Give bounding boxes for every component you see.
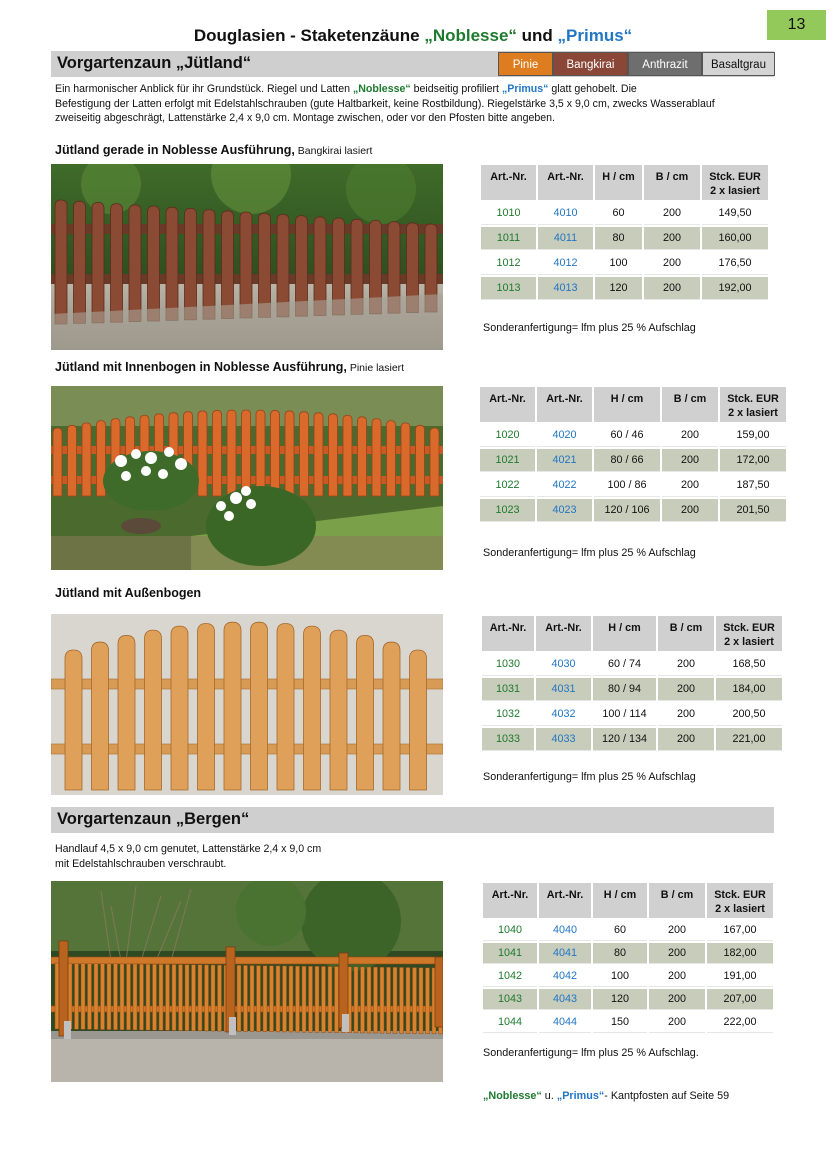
fence-picket xyxy=(205,965,209,1031)
cell-height: 120 xyxy=(593,989,647,1010)
fence-picket xyxy=(328,967,332,1033)
fence-picket xyxy=(251,622,268,790)
cell-art-nr-noblesse: 1033 xyxy=(482,728,534,751)
color-tab-basaltgrau: Basaltgrau xyxy=(702,52,775,76)
fence-picket xyxy=(218,965,222,1031)
cell-art-nr-primus: 4030 xyxy=(536,653,591,676)
fence-picket xyxy=(410,650,427,790)
table-row xyxy=(483,1012,773,1033)
cell-art-nr-primus: 4011 xyxy=(538,227,593,250)
product1-heading xyxy=(55,143,372,157)
table-row xyxy=(481,277,768,300)
price-table-2 xyxy=(478,385,788,524)
cell-art-nr-primus: 4010 xyxy=(538,202,593,225)
product2-note: Sonderanfertigung= lfm plus 25 % Aufschlag xyxy=(483,547,696,559)
fence-picket xyxy=(55,963,59,1029)
cell-height: 80 / 66 xyxy=(594,449,660,472)
fence-picket xyxy=(127,964,131,1030)
cell-width: 200 xyxy=(649,989,705,1010)
intro-part2: beidseitig profiliert xyxy=(410,83,502,95)
fence-picket xyxy=(192,965,196,1031)
intro-text xyxy=(55,82,775,126)
fence-picket xyxy=(172,965,176,1031)
cell-art-nr-primus: 4020 xyxy=(537,424,592,447)
fence-picket xyxy=(270,966,274,1032)
product3-note: Sonderanfertigung= lfm plus 25 % Aufschlag xyxy=(483,771,696,783)
fence-picket xyxy=(277,214,289,316)
fence-picket xyxy=(393,967,397,1033)
col-art-nr-primus: Art.-Nr. xyxy=(537,387,592,422)
title-middle: und xyxy=(516,26,558,45)
fence-picket xyxy=(153,964,157,1030)
col-width: B / cm xyxy=(662,387,718,422)
cell-art-nr-noblesse: 1031 xyxy=(482,678,534,701)
table-row xyxy=(480,499,786,522)
section-bar-bergen xyxy=(51,807,774,833)
fence-picket xyxy=(383,642,400,790)
fence-picket xyxy=(145,630,162,790)
product1-note: Sonderanfertigung= lfm plus 25 % Aufschlag xyxy=(483,322,696,334)
fence-picket xyxy=(419,968,423,1034)
cell-art-nr-noblesse: 1040 xyxy=(483,920,537,941)
fence-picket xyxy=(133,964,137,1030)
col-price: Stck. EUR 2 x lasiert xyxy=(720,387,786,422)
fence-picket xyxy=(416,425,425,496)
fence-picket xyxy=(277,623,294,790)
fence-picket xyxy=(92,642,109,790)
photo-juetland-gerade xyxy=(51,164,443,350)
fence-picket xyxy=(335,967,339,1033)
cell-art-nr-noblesse: 1012 xyxy=(481,252,536,275)
cell-width: 200 xyxy=(644,227,700,250)
fence-picket xyxy=(242,410,251,496)
fence-picket xyxy=(65,650,82,790)
table-header-row xyxy=(481,165,768,200)
cell-width: 200 xyxy=(662,474,718,497)
col-price: Stck. EUR 2 x lasiert xyxy=(716,616,782,651)
price-table-1 xyxy=(479,163,770,302)
fence-picket xyxy=(413,968,417,1034)
section-title: Vorgartenzaun „Jütland“ xyxy=(57,54,252,72)
table-row xyxy=(483,943,773,964)
cell-art-nr-primus: 4041 xyxy=(539,943,591,964)
fence-picket xyxy=(68,425,77,496)
cell-height: 80 / 94 xyxy=(593,678,656,701)
bergen-intro-line2: mit Edelstahlschrauben verschraubt. xyxy=(55,857,227,870)
fence-picket xyxy=(148,206,160,321)
footer-middle: u. xyxy=(541,1090,557,1102)
fence-picket xyxy=(107,964,111,1030)
fence-picket xyxy=(300,412,309,496)
col-height: H / cm xyxy=(593,883,647,918)
cell-height: 100 xyxy=(595,252,642,275)
fence-picket xyxy=(256,410,265,496)
fence-picket xyxy=(296,966,300,1032)
cell-art-nr-noblesse: 1022 xyxy=(480,474,535,497)
table-header-row xyxy=(482,616,782,651)
cell-height: 100 / 114 xyxy=(593,703,656,726)
fence-picket xyxy=(315,966,319,1032)
cell-price: 184,00 xyxy=(716,678,782,701)
fence-picket xyxy=(203,210,215,320)
fence-picket xyxy=(224,622,241,790)
fence-picket xyxy=(330,630,347,790)
cell-height: 60 / 46 xyxy=(594,424,660,447)
intro-primus: „Primus“ xyxy=(501,83,549,95)
cell-art-nr-noblesse: 1032 xyxy=(482,703,534,726)
col-height: H / cm xyxy=(594,387,660,422)
cell-art-nr-primus: 4033 xyxy=(536,728,591,751)
fence-picket xyxy=(159,964,163,1030)
fence-picket xyxy=(401,423,410,496)
cell-height: 150 xyxy=(593,1012,647,1033)
fence-picket xyxy=(354,967,358,1033)
cell-height: 120 xyxy=(595,277,642,300)
cell-height: 60 xyxy=(595,202,642,225)
cell-width: 200 xyxy=(658,678,714,701)
cell-art-nr-primus: 4042 xyxy=(539,966,591,987)
cell-width: 200 xyxy=(658,653,714,676)
fence-picket xyxy=(114,964,118,1030)
cell-art-nr-primus: 4031 xyxy=(536,678,591,701)
table-row xyxy=(480,474,786,497)
intro-part1: Ein harmonischer Anblick für ihr Grundstück. Riegel und Latten xyxy=(55,83,353,95)
col-art-nr-primus: Art.-Nr. xyxy=(538,165,593,200)
fence-picket xyxy=(343,415,352,496)
section-bar-juetland xyxy=(51,51,774,77)
cell-art-nr-primus: 4022 xyxy=(537,474,592,497)
photo-juetland-aussenbogen xyxy=(51,614,443,795)
col-width: B / cm xyxy=(649,883,705,918)
fence-picket xyxy=(55,200,67,324)
fence-picket xyxy=(240,212,252,318)
col-price: Stck. EUR 2 x lasiert xyxy=(707,883,773,918)
cell-art-nr-primus: 4012 xyxy=(538,252,593,275)
fence-picket xyxy=(185,208,197,319)
product2-heading-text: Jütland mit Innenbogen in Noblesse Ausführung, xyxy=(55,360,347,374)
intro-noblesse: „Noblesse“ xyxy=(352,83,411,95)
fence-picket xyxy=(406,968,410,1034)
fence-picket xyxy=(430,428,439,496)
cell-art-nr-noblesse: 1013 xyxy=(481,277,536,300)
cell-price: 222,00 xyxy=(707,1012,773,1033)
cell-height: 120 / 134 xyxy=(593,728,656,751)
bergen-intro-line1: Handlauf 4,5 x 9,0 cm genutet, Lattenstärke 2,4 x 9,0 cm xyxy=(55,843,322,855)
fence-picket xyxy=(271,410,280,496)
cell-price: 191,00 xyxy=(707,966,773,987)
fence-picket xyxy=(198,965,202,1031)
fence-picket xyxy=(329,414,338,496)
cell-width: 200 xyxy=(644,252,700,275)
table-row xyxy=(482,678,782,701)
fence-picket xyxy=(387,421,396,496)
cell-art-nr-noblesse: 1044 xyxy=(483,1012,537,1033)
table-row xyxy=(480,449,786,472)
cell-height: 60 / 74 xyxy=(593,653,656,676)
cell-art-nr-primus: 4040 xyxy=(539,920,591,941)
fence-picket xyxy=(244,965,248,1031)
fence-picket xyxy=(259,213,271,317)
cell-width: 200 xyxy=(658,728,714,751)
fence-picket xyxy=(263,966,267,1032)
product2-heading-small: Pinie lasiert xyxy=(346,362,405,374)
title-noblesse: „Noblesse“ xyxy=(424,26,517,45)
fence-picket xyxy=(166,964,170,1030)
fence-picket xyxy=(426,968,430,1034)
cell-price: 172,00 xyxy=(720,449,786,472)
cell-price: 168,50 xyxy=(716,653,782,676)
section-title: Vorgartenzaun „Bergen“ xyxy=(57,810,250,828)
fence-picket xyxy=(250,966,254,1032)
price-table-4 xyxy=(481,881,775,1035)
col-art-nr-primus: Art.-Nr. xyxy=(536,616,591,651)
cell-price: 160,00 xyxy=(702,227,768,250)
cell-height: 120 / 106 xyxy=(594,499,660,522)
table-header-row xyxy=(483,883,773,918)
fence-picket xyxy=(283,966,287,1032)
cell-art-nr-primus: 4032 xyxy=(536,703,591,726)
fence-picket xyxy=(68,963,72,1029)
table-row xyxy=(483,966,773,987)
title-primus: „Primus“ xyxy=(557,26,633,45)
col-art-nr-noblesse: Art.-Nr. xyxy=(483,883,537,918)
fence-picket xyxy=(198,411,207,496)
table-row xyxy=(481,252,768,275)
cell-height: 100 xyxy=(593,966,647,987)
cell-art-nr-noblesse: 1010 xyxy=(481,202,536,225)
fence-picket xyxy=(118,635,135,790)
col-art-nr-noblesse: Art.-Nr. xyxy=(482,616,534,651)
fence-picket xyxy=(361,967,365,1033)
intro-part3: glatt gehobelt. Die xyxy=(548,83,637,95)
fence-picket xyxy=(166,207,178,320)
table-row xyxy=(480,424,786,447)
cell-art-nr-primus: 4043 xyxy=(539,989,591,1010)
fence-picket xyxy=(314,413,323,496)
fence-picket xyxy=(211,965,215,1031)
fence-picket xyxy=(322,966,326,1032)
bergen-intro xyxy=(55,842,321,871)
cell-art-nr-noblesse: 1020 xyxy=(480,424,535,447)
fence-picket xyxy=(302,966,306,1032)
fence-picket xyxy=(101,964,105,1030)
cell-width: 200 xyxy=(649,920,705,941)
fence-picket xyxy=(171,626,188,790)
fence-picket xyxy=(94,964,98,1030)
footer-noblesse: „Noblesse“ xyxy=(483,1090,542,1102)
cell-art-nr-primus: 4021 xyxy=(537,449,592,472)
cell-art-nr-noblesse: 1023 xyxy=(480,499,535,522)
fence-picket xyxy=(285,411,294,496)
cell-art-nr-primus: 4044 xyxy=(539,1012,591,1033)
cell-height: 60 xyxy=(593,920,647,941)
fence-picket xyxy=(276,966,280,1032)
fence-picket xyxy=(400,967,404,1033)
cell-art-nr-primus: 4023 xyxy=(537,499,592,522)
table-row xyxy=(481,227,768,250)
cell-price: 187,50 xyxy=(720,474,786,497)
photo-juetland-innenbogen xyxy=(51,386,443,570)
page-number: 13 xyxy=(767,10,826,40)
cell-width: 200 xyxy=(662,424,718,447)
cell-price: 167,00 xyxy=(707,920,773,941)
color-tab-bangkirai: Bangkirai xyxy=(553,52,628,76)
fence-picket xyxy=(75,963,79,1029)
color-tab-pinie: Pinie xyxy=(498,52,553,76)
table-row xyxy=(482,728,782,751)
table-row xyxy=(482,703,782,726)
cell-width: 200 xyxy=(644,202,700,225)
fence-picket xyxy=(88,963,92,1029)
cell-price: 149,50 xyxy=(702,202,768,225)
price-table-3 xyxy=(480,614,784,753)
col-height: H / cm xyxy=(595,165,642,200)
cell-price: 200,50 xyxy=(716,703,782,726)
cell-price: 159,00 xyxy=(720,424,786,447)
table-header-row xyxy=(480,387,786,422)
cell-price: 201,50 xyxy=(720,499,786,522)
title-prefix: Douglasien - Staketenzäune xyxy=(193,26,425,45)
fence-picket xyxy=(372,419,381,496)
fence-picket xyxy=(309,966,313,1032)
fence-picket xyxy=(53,428,62,496)
fence-picket xyxy=(358,417,367,496)
cell-art-nr-noblesse: 1043 xyxy=(483,989,537,1010)
table-row xyxy=(483,920,773,941)
cell-width: 200 xyxy=(658,703,714,726)
fence-picket xyxy=(120,964,124,1030)
cell-price: 192,00 xyxy=(702,277,768,300)
fence-picket xyxy=(179,965,183,1031)
fence-picket xyxy=(92,202,104,322)
cell-width: 200 xyxy=(662,449,718,472)
fence-picket xyxy=(289,966,293,1032)
col-height: H / cm xyxy=(593,616,656,651)
photo-bergen xyxy=(51,881,443,1082)
fence-picket xyxy=(304,626,321,790)
col-art-nr-noblesse: Art.-Nr. xyxy=(481,165,536,200)
fence-picket xyxy=(82,423,91,496)
fence-picket xyxy=(81,963,85,1029)
cell-width: 200 xyxy=(649,943,705,964)
product3-heading: Jütland mit Außenbogen xyxy=(55,586,202,600)
table-row xyxy=(483,989,773,1010)
footer-primus: „Primus“ xyxy=(556,1090,605,1102)
col-art-nr-noblesse: Art.-Nr. xyxy=(480,387,535,422)
cell-art-nr-noblesse: 1042 xyxy=(483,966,537,987)
intro-line3: zweiseitig abgeschrägt, Lattenstärke 2,4 x 9,0 cm. Montage zwischen, oder vor den Pfosten bitte angeben. xyxy=(55,112,555,124)
fence-picket xyxy=(367,967,371,1033)
col-price: Stck. EUR 2 x lasiert xyxy=(702,165,768,200)
fence-picket xyxy=(185,965,189,1031)
page-title xyxy=(0,26,826,46)
fence-picket xyxy=(257,966,261,1032)
product1-heading-text: Jütland gerade in Noblesse Ausführung, xyxy=(55,143,295,157)
cell-width: 200 xyxy=(649,966,705,987)
fence-picket xyxy=(146,964,150,1030)
cell-price: 182,00 xyxy=(707,943,773,964)
fence-picket xyxy=(387,967,391,1033)
cell-height: 80 xyxy=(595,227,642,250)
cell-art-nr-noblesse: 1041 xyxy=(483,943,537,964)
fence-picket xyxy=(140,964,144,1030)
cell-width: 200 xyxy=(644,277,700,300)
fence-picket xyxy=(222,211,234,319)
fence-picket xyxy=(237,965,241,1031)
cell-height: 100 / 86 xyxy=(594,474,660,497)
cell-price: 207,00 xyxy=(707,989,773,1010)
cell-width: 200 xyxy=(662,499,718,522)
table-row xyxy=(482,653,782,676)
cell-art-nr-primus: 4013 xyxy=(538,277,593,300)
footer-note xyxy=(483,1090,729,1102)
cell-width: 200 xyxy=(649,1012,705,1033)
fence-picket xyxy=(198,623,215,790)
cell-art-nr-noblesse: 1011 xyxy=(481,227,536,250)
col-art-nr-primus: Art.-Nr. xyxy=(539,883,591,918)
fence-picket xyxy=(357,635,374,790)
fence-picket xyxy=(213,410,222,496)
intro-line2: Befestigung der Latten erfolgt mit Edelstahlschrauben (gute Haltbarkeit, keine Rostbildung). Riegelstärke 3,5 x 9,0 cm, zwecks Wasserablauf xyxy=(55,97,715,110)
col-width: B / cm xyxy=(644,165,700,200)
table-row xyxy=(481,202,768,225)
product2-heading xyxy=(55,360,404,374)
footer-rest: - Kantpfosten auf Seite 59 xyxy=(604,1090,730,1102)
cell-price: 176,50 xyxy=(702,252,768,275)
fence-picket xyxy=(111,204,123,323)
product4-note: Sonderanfertigung= lfm plus 25 % Aufschlag. xyxy=(483,1047,699,1059)
cell-price: 221,00 xyxy=(716,728,782,751)
cell-height: 80 xyxy=(593,943,647,964)
col-width: B / cm xyxy=(658,616,714,651)
product1-heading-small: Bangkirai lasiert xyxy=(294,145,373,157)
color-tab-anthrazit: Anthrazit xyxy=(628,52,702,76)
fence-picket xyxy=(227,410,236,496)
fence-picket xyxy=(374,967,378,1033)
fence-picket xyxy=(74,201,86,323)
cell-art-nr-noblesse: 1021 xyxy=(480,449,535,472)
fence-picket xyxy=(380,967,384,1033)
fence-picket xyxy=(129,205,141,322)
cell-art-nr-noblesse: 1030 xyxy=(482,653,534,676)
